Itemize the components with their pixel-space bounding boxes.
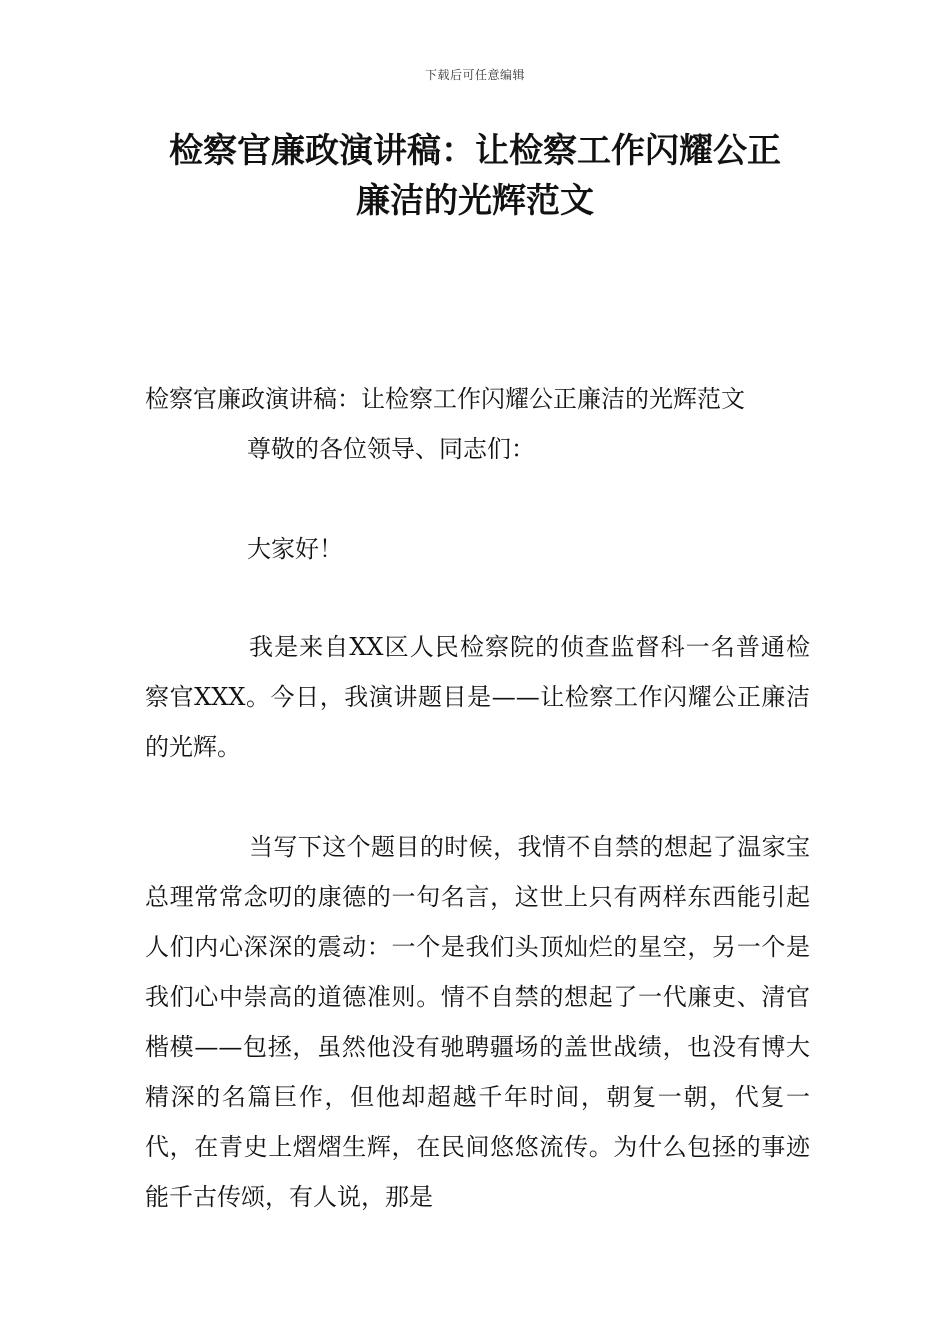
paragraph-main: 当写下这个题目的时候，我情不自禁的想起了温家宝总理常常念叨的康德的一句名言，这世上只有两样东西能引起人们内心深深的震动：一个是我们头顶灿烂的星空，另一个是我们心中崇高的道德准则。情不自禁的想起了一代廉吏、清官楷模——包拯，虽然他没有驰聘疆场的盖世战绩，也没有博大精深的名篇巨作，但他却超越千年时间，朝复一朝，代复一代，在青史上熠熠生辉，在民间悠悠流传。为什么包拯的事迹能千古传颂，有人说，那是 — [145, 833, 810, 1211]
body-subtitle: 检察官廉政演讲稿：让检察工作闪耀公正廉洁的光辉范文 — [145, 385, 745, 413]
page-header-note: 下载后可任意编辑 — [424, 68, 525, 82]
document-title-line-2: 廉洁的光辉范文 — [356, 181, 594, 221]
hello-line: 大家好！ — [247, 535, 343, 563]
document-title-line-1: 检察官廉政演讲稿：让检察工作闪耀公正 — [169, 131, 781, 171]
document-title — [0, 126, 950, 226]
paragraph-introduction: 我是来自XX区人民检察院的侦查监督科一名普通检察官XXX。今日，我演讲题目是——让检察工作闪耀公正廉洁的光辉。 — [145, 633, 810, 761]
greeting-line: 尊敬的各位领导、同志们： — [247, 435, 535, 463]
